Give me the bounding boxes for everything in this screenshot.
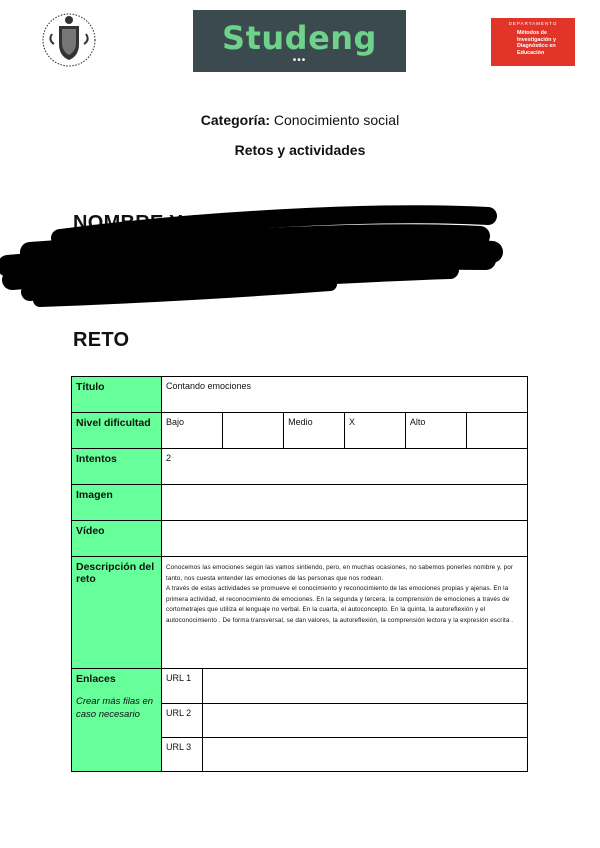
nivel-alto: Alto <box>405 413 466 448</box>
university-crest-icon <box>42 10 96 72</box>
nivel-bajo: Bajo <box>162 413 223 448</box>
nivel-cell <box>162 413 528 449</box>
table-row <box>72 413 528 449</box>
descripcion-paragraph-1: Conocemos las emociones según las vamos sintiendo, pero, en muchas ocasiones, no sabemos ponerles nombre y, por tanto, nos cuesta entender las emociones de las personas que nos rodean. <box>166 564 513 582</box>
category-label: Categoría: <box>200 112 271 128</box>
table-row <box>72 485 528 521</box>
urls-table <box>162 669 527 771</box>
imagen-label: Imagen <box>72 485 162 521</box>
url-2-label: URL 2 <box>162 703 203 737</box>
studeng-logo <box>193 10 406 72</box>
url-3-label: URL 3 <box>162 737 203 771</box>
urls-cell <box>162 669 528 772</box>
url-3-field[interactable] <box>203 737 528 771</box>
video-label: Vídeo <box>72 521 162 557</box>
email-label: Correo <box>73 274 110 288</box>
studeng-logo-dots: ••• <box>292 55 307 66</box>
department-logo <box>491 18 575 66</box>
table-row <box>72 669 528 772</box>
enlaces-cell <box>72 669 162 772</box>
url-2-field[interactable] <box>203 703 528 737</box>
name-heading: NOMBRE Y A <box>73 212 203 234</box>
nivel-label: Nivel dificultad <box>72 413 162 449</box>
url-1-label: URL 1 <box>162 669 203 703</box>
url-1-field[interactable] <box>203 669 528 703</box>
imagen-value <box>162 485 528 521</box>
video-value <box>162 521 528 557</box>
titulo-label: Título <box>72 377 162 413</box>
enlaces-label: Enlaces <box>76 673 116 685</box>
table-row <box>72 377 528 413</box>
studeng-logo-text: Studeng <box>222 19 377 57</box>
table-row <box>72 557 528 669</box>
nivel-medio-mark: X <box>344 413 405 448</box>
titulo-value: Contando emociones <box>162 377 528 413</box>
page-subtitle: Retos y actividades <box>234 142 366 158</box>
nivel-bajo-mark <box>223 413 284 448</box>
category-line <box>0 112 600 128</box>
department-logo-top: DEPARTAMENTO <box>508 21 558 26</box>
table-row <box>72 521 528 557</box>
intentos-label: Intentos <box>72 449 162 485</box>
category-value: Conocimiento social <box>273 112 400 128</box>
reto-table <box>71 376 528 772</box>
descripcion-paragraph-2: A través de estas actividades se promueve el conocimiento y reconocimiento de las emociones propias y ajenas. En la primera actividad, el reconocimiento de emociones. En la segunda y tercera, la comprensión de emociones a través de cortometrajes que utiliza el lenguaje no verbal. En la cuarta, el autoconcepto. En la quinta, la autoreflexión y el autoconocimiento . De forma transversal, se dan valores, la autoreflexión, la comprensión lectora y la expresión escrita . <box>166 585 514 624</box>
reto-heading: RETO <box>73 329 130 351</box>
intentos-value: 2 <box>162 449 528 485</box>
descripcion-value <box>162 557 528 669</box>
enlaces-note: Crear más filas en caso necesario <box>76 696 154 720</box>
nivel-medio: Medio <box>284 413 345 448</box>
nivel-options <box>162 413 527 448</box>
redaction-mark <box>0 200 600 315</box>
nivel-alto-mark <box>466 413 527 448</box>
table-row <box>72 449 528 485</box>
descripcion-label: Descripción del reto <box>72 557 162 669</box>
department-logo-name: Métodos de Investigación y Diagnóstico en Educación <box>517 30 556 56</box>
